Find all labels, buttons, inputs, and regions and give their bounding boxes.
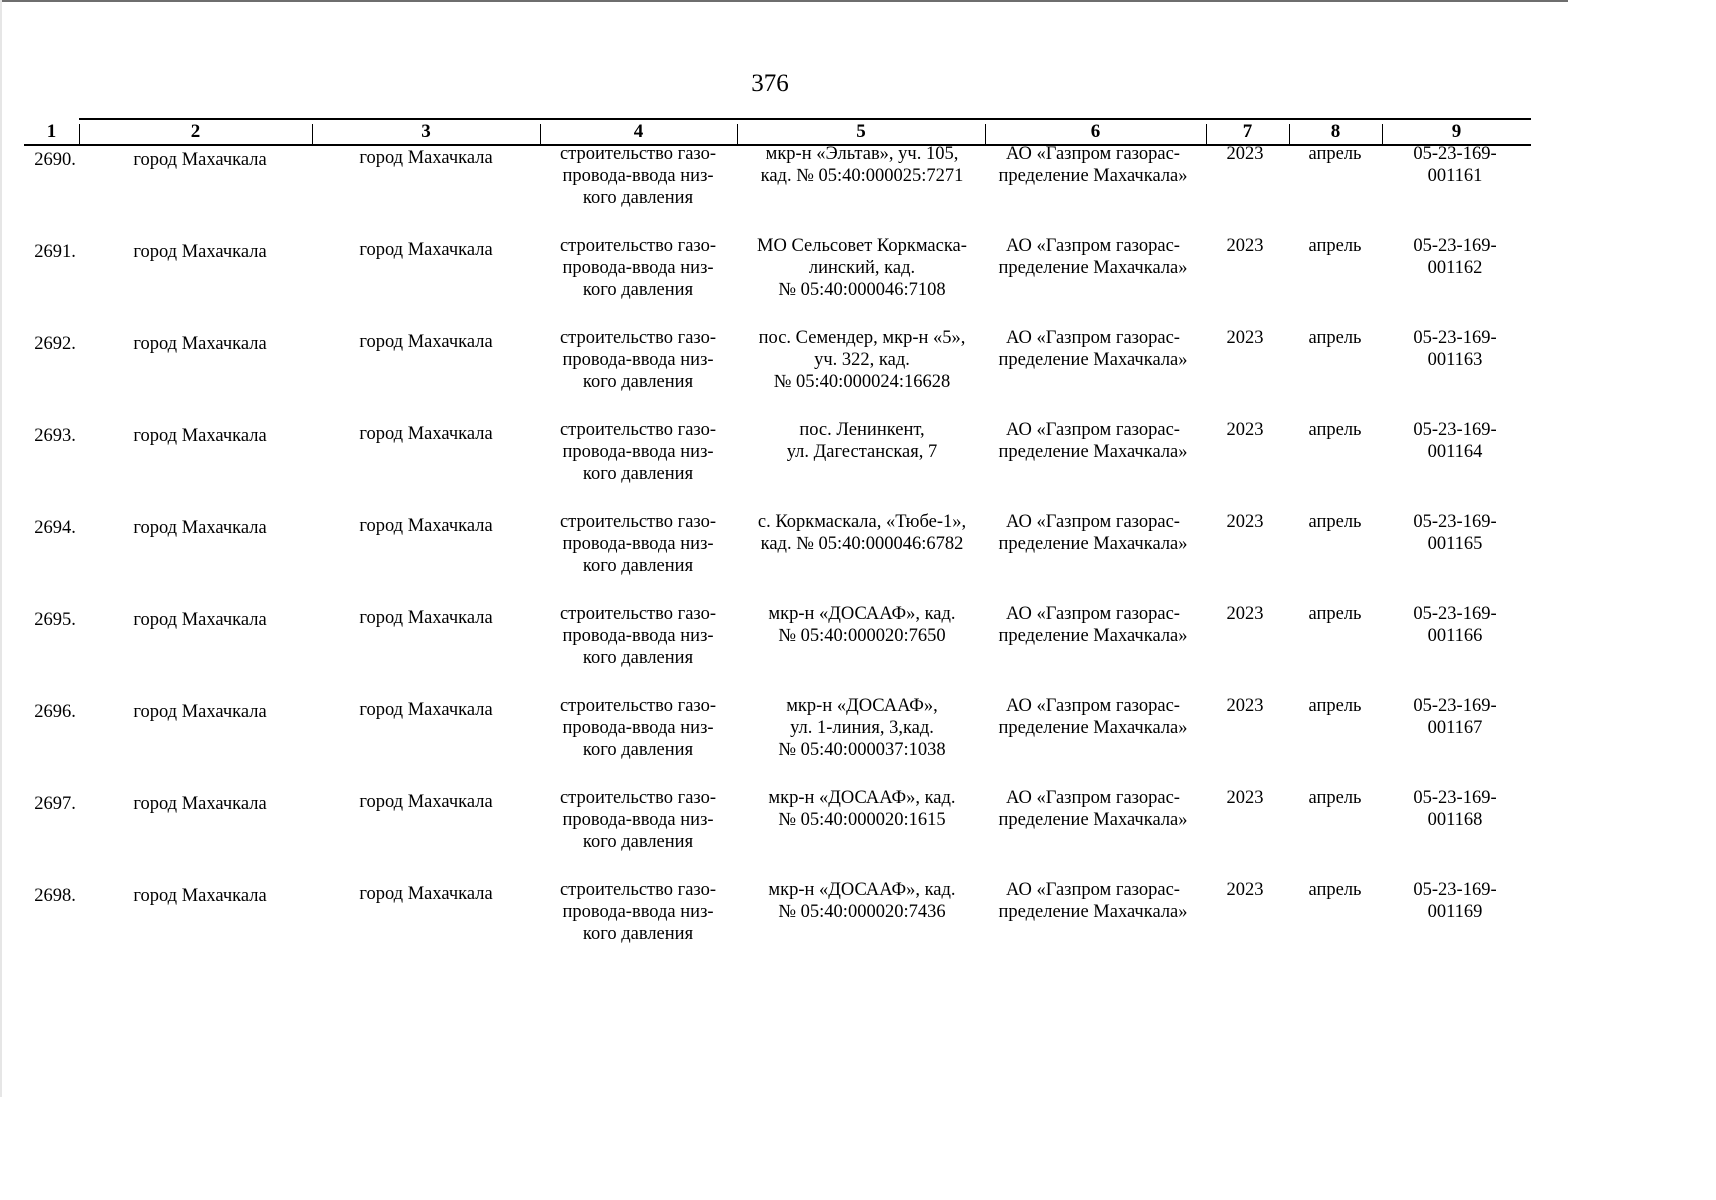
address-cell bbox=[738, 695, 986, 761]
code-cell bbox=[1384, 787, 1526, 831]
organization-line: пределение Махачкала» bbox=[998, 626, 1188, 646]
work-line: провода-ввода низ- bbox=[562, 718, 714, 738]
address-line: с. Коркмаскала, «Тюбе-1», bbox=[757, 512, 967, 532]
year-cell: 2023 bbox=[1226, 788, 1264, 808]
code-line: 05-23-169- bbox=[1413, 420, 1497, 440]
code-line: 001162 bbox=[1427, 258, 1483, 278]
organization-cell bbox=[988, 603, 1198, 647]
district-cell: город Махачкала bbox=[133, 334, 267, 354]
work-line: строительство газо- bbox=[559, 144, 717, 164]
month-cell: апрель bbox=[1308, 420, 1362, 440]
work-line: строительство газо- bbox=[559, 420, 717, 440]
work-line: кого давления bbox=[582, 280, 694, 300]
year-cell: 2023 bbox=[1226, 512, 1264, 532]
code-line: 05-23-169- bbox=[1413, 696, 1497, 716]
address-line: мкр-н «ДОСААФ», кад. bbox=[768, 880, 956, 900]
work-line: строительство газо- bbox=[559, 328, 717, 348]
column-header-8: 8 bbox=[1330, 121, 1341, 142]
work-line: провода-ввода низ- bbox=[562, 166, 714, 186]
address-cell bbox=[738, 143, 986, 187]
address-cell bbox=[738, 235, 986, 301]
district-cell: город Махачкала bbox=[133, 150, 267, 170]
work-line: провода-ввода низ- bbox=[562, 258, 714, 278]
code-line: 05-23-169- bbox=[1413, 512, 1497, 532]
organization-line: пределение Махачкала» bbox=[998, 442, 1188, 462]
address-line: мкр-н «ДОСААФ», кад. bbox=[768, 788, 956, 808]
work-cell bbox=[548, 511, 728, 577]
row-number: 2696. bbox=[34, 702, 76, 722]
code-line: 001169 bbox=[1427, 902, 1483, 922]
table-row bbox=[0, 603, 1568, 695]
year-cell: 2023 bbox=[1226, 880, 1264, 900]
table-row bbox=[0, 235, 1568, 327]
organization-cell bbox=[988, 143, 1198, 187]
table-row bbox=[0, 787, 1568, 879]
address-line: № 05:40:000020:1615 bbox=[778, 810, 946, 830]
month-cell: апрель bbox=[1308, 236, 1362, 256]
organization-line: пределение Махачкала» bbox=[998, 258, 1188, 278]
settlement-cell: город Махачкала bbox=[359, 700, 493, 720]
organization-line: АО «Газпром газорас- bbox=[1006, 236, 1180, 256]
month-cell: апрель bbox=[1308, 512, 1362, 532]
year-cell: 2023 bbox=[1226, 328, 1264, 348]
row-number: 2690. bbox=[34, 150, 76, 170]
work-line: кого давления bbox=[582, 648, 694, 668]
organization-line: пределение Махачкала» bbox=[998, 350, 1188, 370]
address-line: кад. № 05:40:000025:7271 bbox=[760, 166, 964, 186]
work-line: провода-ввода низ- bbox=[562, 442, 714, 462]
address-line: № 05:40:000020:7650 bbox=[778, 626, 946, 646]
settlement-cell: город Махачкала bbox=[359, 332, 493, 352]
address-cell bbox=[738, 787, 986, 831]
code-cell bbox=[1384, 143, 1526, 187]
settlement-cell: город Махачкала bbox=[359, 792, 493, 812]
district-cell: город Махачкала bbox=[133, 702, 267, 722]
code-cell bbox=[1384, 603, 1526, 647]
address-line: № 05:40:000037:1038 bbox=[778, 740, 946, 760]
address-line: кад. № 05:40:000046:6782 bbox=[760, 534, 964, 554]
code-line: 05-23-169- bbox=[1413, 788, 1497, 808]
organization-line: пределение Махачкала» bbox=[998, 166, 1188, 186]
work-line: строительство газо- bbox=[559, 696, 717, 716]
year-cell: 2023 bbox=[1226, 144, 1264, 164]
work-cell bbox=[548, 787, 728, 853]
code-cell bbox=[1384, 235, 1526, 279]
organization-line: АО «Газпром газорас- bbox=[1006, 420, 1180, 440]
address-cell bbox=[738, 511, 986, 555]
work-line: кого давления bbox=[582, 556, 694, 576]
work-line: провода-ввода низ- bbox=[562, 534, 714, 554]
address-line: пос. Семендер, мкр-н «5», bbox=[758, 328, 966, 348]
column-header-2: 2 bbox=[190, 121, 201, 142]
organization-line: АО «Газпром газорас- bbox=[1006, 788, 1180, 808]
year-cell: 2023 bbox=[1226, 236, 1264, 256]
address-line: мкр-н «ДОСААФ», bbox=[786, 696, 938, 716]
organization-line: АО «Газпром газорас- bbox=[1006, 696, 1180, 716]
row-number: 2697. bbox=[34, 794, 76, 814]
settlement-cell: город Махачкала bbox=[359, 608, 493, 628]
work-line: провода-ввода низ- bbox=[562, 350, 714, 370]
work-line: строительство газо- bbox=[559, 880, 717, 900]
work-cell bbox=[548, 695, 728, 761]
district-cell: город Махачкала bbox=[133, 242, 267, 262]
month-cell: апрель bbox=[1308, 144, 1362, 164]
address-line: уч. 322, кад. bbox=[814, 350, 910, 370]
month-cell: апрель bbox=[1308, 604, 1362, 624]
row-number: 2691. bbox=[34, 242, 76, 262]
work-cell bbox=[548, 143, 728, 209]
address-line: МО Сельсовет Коркмаска- bbox=[757, 236, 967, 256]
code-line: 001166 bbox=[1427, 626, 1483, 646]
district-cell: город Махачкала bbox=[133, 886, 267, 906]
work-line: строительство газо- bbox=[559, 512, 717, 532]
address-line: пос. Ленинкент, bbox=[799, 420, 925, 440]
work-line: провода-ввода низ- bbox=[562, 626, 714, 646]
organization-line: пределение Махачкала» bbox=[998, 902, 1188, 922]
work-line: кого давления bbox=[582, 832, 694, 852]
row-number: 2693. bbox=[34, 426, 76, 446]
organization-cell bbox=[988, 695, 1198, 739]
month-cell: апрель bbox=[1308, 880, 1362, 900]
code-line: 001165 bbox=[1427, 534, 1483, 554]
row-number: 2698. bbox=[34, 886, 76, 906]
code-cell bbox=[1384, 879, 1526, 923]
settlement-cell: город Махачкала bbox=[359, 240, 493, 260]
work-line: строительство газо- bbox=[559, 604, 717, 624]
address-line: № 05:40:000020:7436 bbox=[778, 902, 946, 922]
settlement-cell: город Махачкала bbox=[359, 424, 493, 444]
organization-line: АО «Газпром газорас- bbox=[1006, 604, 1180, 624]
column-header-5: 5 bbox=[856, 121, 866, 142]
address-cell bbox=[738, 603, 986, 647]
work-line: строительство газо- bbox=[559, 236, 717, 256]
row-number: 2694. bbox=[34, 518, 76, 538]
organization-cell bbox=[988, 327, 1198, 371]
settlement-cell: город Махачкала bbox=[359, 884, 493, 904]
organization-cell bbox=[988, 787, 1198, 831]
organization-line: АО «Газпром газорас- bbox=[1006, 144, 1180, 164]
organization-line: АО «Газпром газорас- bbox=[1006, 512, 1180, 532]
row-number: 2695. bbox=[34, 610, 76, 630]
column-header-9: 9 bbox=[1451, 121, 1462, 142]
column-header-4: 4 bbox=[633, 121, 644, 142]
work-line: кого давления bbox=[582, 464, 694, 484]
table-row bbox=[0, 143, 1568, 235]
code-line: 05-23-169- bbox=[1413, 144, 1497, 164]
code-line: 05-23-169- bbox=[1413, 880, 1497, 900]
settlement-cell: город Махачкала bbox=[359, 148, 493, 168]
work-line: провода-ввода низ- bbox=[562, 902, 714, 922]
work-cell bbox=[548, 419, 728, 485]
code-cell bbox=[1384, 327, 1526, 371]
column-header-3: 3 bbox=[421, 121, 431, 142]
table-header-top-rule bbox=[79, 118, 1531, 120]
code-line: 001168 bbox=[1427, 810, 1483, 830]
code-line: 001161 bbox=[1427, 166, 1483, 186]
settlement-cell: город Махачкала bbox=[359, 516, 493, 536]
table-row bbox=[0, 327, 1568, 419]
district-cell: город Махачкала bbox=[133, 426, 267, 446]
month-cell: апрель bbox=[1308, 328, 1362, 348]
scan-top-edge bbox=[0, 0, 1568, 2]
work-line: кого давления bbox=[582, 372, 694, 392]
year-cell: 2023 bbox=[1226, 604, 1264, 624]
work-cell bbox=[548, 603, 728, 669]
address-line: линский, кад. bbox=[808, 258, 916, 278]
organization-cell bbox=[988, 511, 1198, 555]
column-header-7: 7 bbox=[1242, 121, 1253, 142]
organization-cell bbox=[988, 235, 1198, 279]
year-cell: 2023 bbox=[1226, 696, 1264, 716]
address-cell bbox=[738, 879, 986, 923]
month-cell: апрель bbox=[1308, 788, 1362, 808]
code-line: 001163 bbox=[1427, 350, 1483, 370]
year-cell: 2023 bbox=[1226, 420, 1264, 440]
code-line: 001164 bbox=[1427, 442, 1483, 462]
work-line: провода-ввода низ- bbox=[562, 810, 714, 830]
work-cell bbox=[548, 235, 728, 301]
address-line: мкр-н «ДОСААФ», кад. bbox=[768, 604, 956, 624]
column-header-1: 1 bbox=[46, 121, 57, 142]
code-line: 001167 bbox=[1427, 718, 1483, 738]
address-line: ул. Дагестанская, 7 bbox=[786, 442, 938, 462]
organization-cell bbox=[988, 879, 1198, 923]
district-cell: город Махачкала bbox=[133, 794, 267, 814]
address-line: № 05:40:000024:16628 bbox=[773, 372, 951, 392]
table-row bbox=[0, 695, 1568, 787]
address-line: ул. 1-линия, 3,кад. bbox=[790, 718, 934, 738]
work-cell bbox=[548, 879, 728, 945]
code-cell bbox=[1384, 695, 1526, 739]
work-line: строительство газо- bbox=[559, 788, 717, 808]
code-cell bbox=[1384, 419, 1526, 463]
district-cell: город Махачкала bbox=[133, 518, 267, 538]
code-cell bbox=[1384, 511, 1526, 555]
address-line: мкр-н «Эльтав», уч. 105, bbox=[765, 144, 959, 164]
organization-line: пределение Махачкала» bbox=[998, 810, 1188, 830]
page-number: 376 bbox=[751, 70, 789, 97]
organization-line: АО «Газпром газорас- bbox=[1006, 328, 1180, 348]
code-line: 05-23-169- bbox=[1413, 236, 1497, 256]
organization-line: пределение Махачкала» bbox=[998, 718, 1188, 738]
work-line: кого давления bbox=[582, 924, 694, 944]
organization-line: АО «Газпром газорас- bbox=[1006, 880, 1180, 900]
column-header-6: 6 bbox=[1090, 121, 1101, 142]
work-cell bbox=[548, 327, 728, 393]
organization-line: пределение Махачкала» bbox=[998, 534, 1188, 554]
work-line: кого давления bbox=[582, 188, 694, 208]
district-cell: город Махачкала bbox=[133, 610, 267, 630]
month-cell: апрель bbox=[1308, 696, 1362, 716]
table-row bbox=[0, 419, 1568, 511]
row-number: 2692. bbox=[34, 334, 76, 354]
address-line: № 05:40:000046:7108 bbox=[778, 280, 946, 300]
address-cell bbox=[738, 419, 986, 463]
table-row bbox=[0, 879, 1568, 971]
work-line: кого давления bbox=[582, 740, 694, 760]
code-line: 05-23-169- bbox=[1413, 328, 1497, 348]
table-row bbox=[0, 511, 1568, 603]
organization-cell bbox=[988, 419, 1198, 463]
address-cell bbox=[738, 327, 986, 393]
code-line: 05-23-169- bbox=[1413, 604, 1497, 624]
